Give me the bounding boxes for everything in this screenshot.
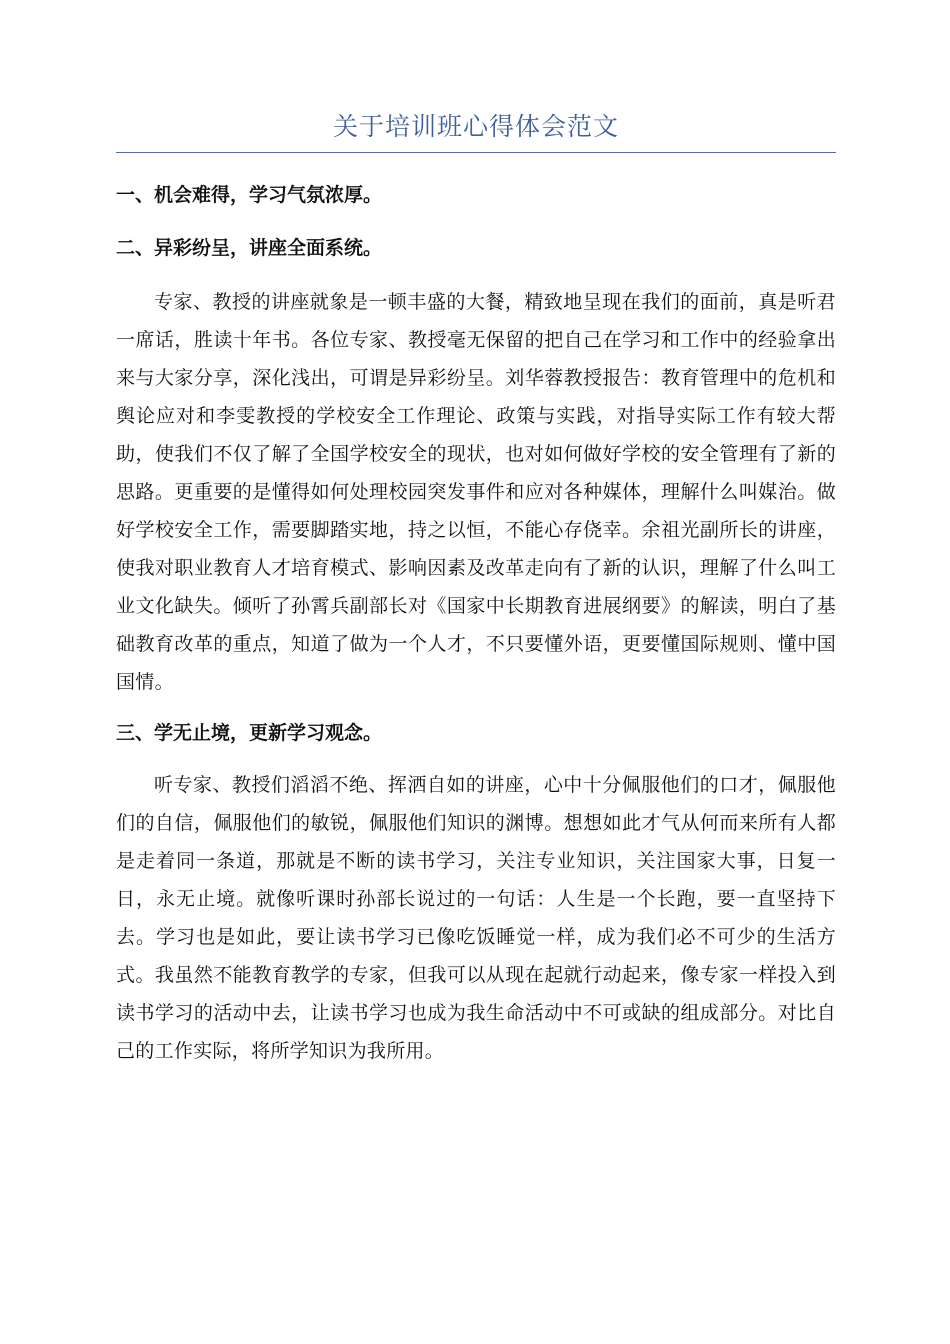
section-heading-2: 二、异彩纷呈，讲座全面系统。 <box>116 237 383 259</box>
document-title: 关于培训班心得体会范文 <box>116 112 836 153</box>
document-page <box>116 112 836 1070</box>
section-paragraph-3: 听专家、教授们滔滔不绝、挥洒自如的讲座，心中十分佩服他们的口才，佩服他们的自信，佩服他们的敏锐，佩服他们知识的渊博。想想如此才气从何而来所有人都是走着同一条道，那就是不断的读书学习，关注专业知识，关注国家大事，日复一日，永无止境。就像听课时孙部长说过的一句话：人生是一个长跑，要一直坚持下去。学习也是如此，要让读书学习已像吃饭睡觉一样，成为我们必不可少的生活方式。我虽然不能教育教学的专家，但我可以从现在起就行动起来，像专家一样投入到读书学习的活动中去，让读书学习也成为我生命活动中不可或缺的组成部分。对比自己的工作实际，将所学知识为我所用。 <box>116 774 836 1062</box>
section-heading-3: 三、学无止境，更新学习观念。 <box>116 722 383 744</box>
section-heading-1: 一、机会难得，学习气氛浓厚。 <box>116 184 383 206</box>
section-paragraph-2: 专家、教授的讲座就象是一顿丰盛的大餐，精致地呈现在我们的面前，真是听君一席话，胜读十年书。各位专家、教授毫无保留的把自己在学习和工作中的经验拿出来与大家分享，深化浅出，可谓是异彩纷呈。刘华蓉教授报告：教育管理中的危机和舆论应对和李雯教授的学校安全工作理论、政策与实践，对指导实际工作有较大帮助，使我们不仅了解了全国学校安全的现状，也对如何做好学校的安全管理有了新的思路。更重要的是懂得如何处理校园突发事件和应对各种媒体，理解什么叫媒治。做好学校安全工作，需要脚踏实地，持之以恒，不能心存侥幸。余祖光副所长的讲座，使我对职业教育人才培育模式、影响因素及改革走向有了新的认识，理解了什么叫工业文化缺失。倾听了孙霄兵副部长对《国家中长期教育进展纲要》的解读，明白了基础教育改革的重点，知道了做为一个人才，不只要懂外语，更要懂国际规则、懂中国国情。 <box>116 291 836 693</box>
